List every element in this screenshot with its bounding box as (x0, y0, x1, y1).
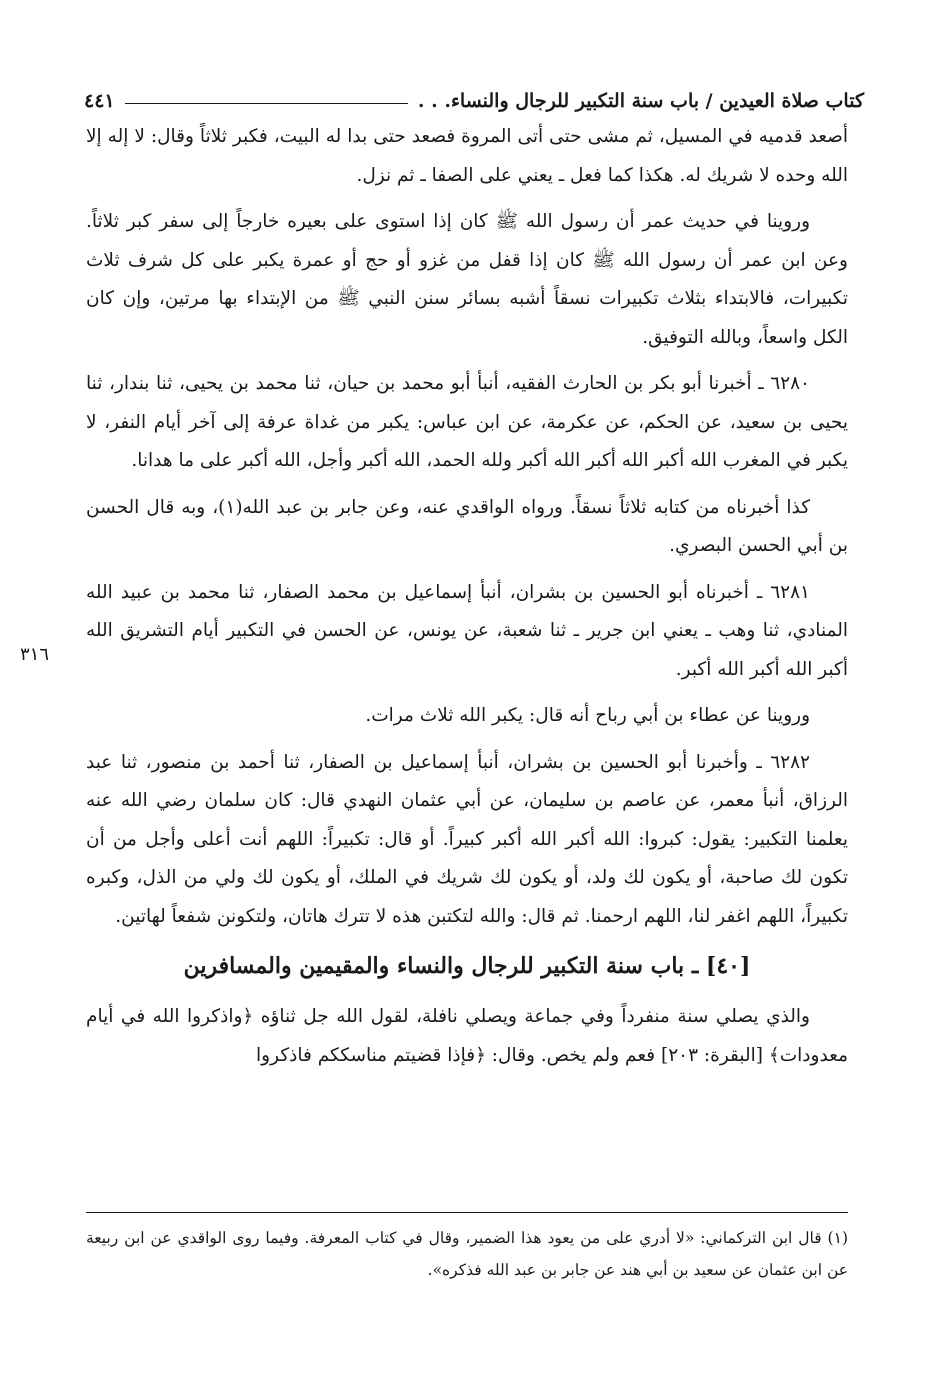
header-rule (125, 103, 408, 104)
footnotes (86, 1222, 848, 1286)
page-number: ٤٤١ (84, 90, 115, 112)
paragraph: والذي يصلي سنة منفرداً وفي جماعة ويصلي نافلة، لقول الله جل ثناؤه ﴿واذكروا الله في أيام معدودات﴾ [البقرة: ٢٠٣] فعم ولم يخص. وقال: ﴿فإذا قضيتم مناسككم فاذكروا (86, 1006, 848, 1066)
footnote: (١) قال ابن التركماني: «لا أدري على من يعود هذا الضمير، وقال في كتاب المعرفة. وفيما روى الواقدي عن ابن ربيعة عن ابن عثمان عن سعيد بن أبي هند عن جابر بن عبد الله فذكره». (86, 1229, 848, 1279)
main-text (86, 118, 848, 1083)
paragraph: كذا أخبرناه من كتابه ثلاثاً نسقاً. ورواه الواقدي عنه، وعن جابر بن عبد الله(١)، وبه قال الحسن بن أبي الحسن البصري. (86, 496, 848, 556)
header-title: كتاب صلاة العيدين / باب سنة التكبير للرجال والنساء. . . (417, 90, 864, 112)
margin-reference-number: ٣١٦ (20, 644, 50, 665)
paragraph: ٦٢٨٢ ـ وأخبرنا أبو الحسين بن بشران، أنبأ إسماعيل بن الصفار، ثنا أحمد بن منصور، ثنا عبد الرزاق، أنبأ معمر، عن عاصم بن سليمان، عن أبي عثمان النهدي قال: كان سلمان رضي الله عنه يعلمنا التكبير: يقول: كبروا: الله أكبر الله أكبر كبيراً. أو قال: تكبيراً: اللهم أنت أعلى وأجل من أن تكون لك صاحبة، أو يكون لك ولد، أو يكون لك شريك في الملك، أو يكون لك ولي من الذل، وكبره تكبيراً، اللهم اغفر لنا، اللهم ارحمنا. ثم قال: والله لتكتبن هذه لا تترك هاتان، ولتكونن شفعاً لهاتين. (86, 751, 848, 927)
section-heading: [٤٠] ـ باب سنة التكبير للرجال والنساء والمقيمين والمسافرين (183, 953, 751, 979)
running-header (84, 78, 864, 112)
paragraph: ٦٢٨٠ ـ أخبرنا أبو بكر بن الحارث الفقيه، أنبأ أبو محمد بن حيان، ثنا محمد بن يحيى، ثنا بندار، ثنا يحيى بن سعيد، عن الحكم، عن عكرمة، عن ابن عباس: يكبر من غداة عرفة إلى آخر أيام النفر، لا يكبر في المغرب الله أكبر الله أكبر الله أكبر ولله الحمد، الله أكبر وأجل، الله أكبر على ما هدانا. (86, 373, 848, 471)
paragraph: ٦٢٨١ ـ أخبرناه أبو الحسين بن بشران، أنبأ إسماعيل بن محمد الصفار، ثنا محمد بن عبيد الله المنادي، ثنا وهب ـ يعني ابن جرير ـ ثنا شعبة، عن يونس، عن الحسن في التكبير أيام التشريق الله أكبر الله أكبر الله أكبر. (86, 581, 848, 680)
footnote-divider (86, 1212, 848, 1213)
paragraph: وروينا عن عطاء بن أبي رباح أنه قال: يكبر الله ثلاث مرات. (365, 705, 810, 726)
paragraph: وروينا في حديث عمر أن رسول الله ﷺ كان إذا استوى على بعيره خارجاً إلى سفر كبر ثلاثاً. وعن ابن عمر أن رسول الله ﷺ كان إذا قفل من غزو أو حج أو عمرة يكبر على كل شرف ثلاث تكبيرات، فالابتداء بثلاث تكبيرات نسقاً أشبه بسائر سنن النبي ﷺ من الإبتداء بها مرتين، وإن كان الكل واسعاً، وبالله التوفيق. (86, 211, 848, 348)
paragraph: أصعد قدميه في المسيل، ثم مشى حتى أتى المروة فصعد حتى بدا له البيت، فكبر ثلاثاً وقال: لا إله إلا الله وحده لا شريك له. هكذا كما فعل ـ يعني على الصفا ـ ثم نزل. (86, 126, 848, 186)
